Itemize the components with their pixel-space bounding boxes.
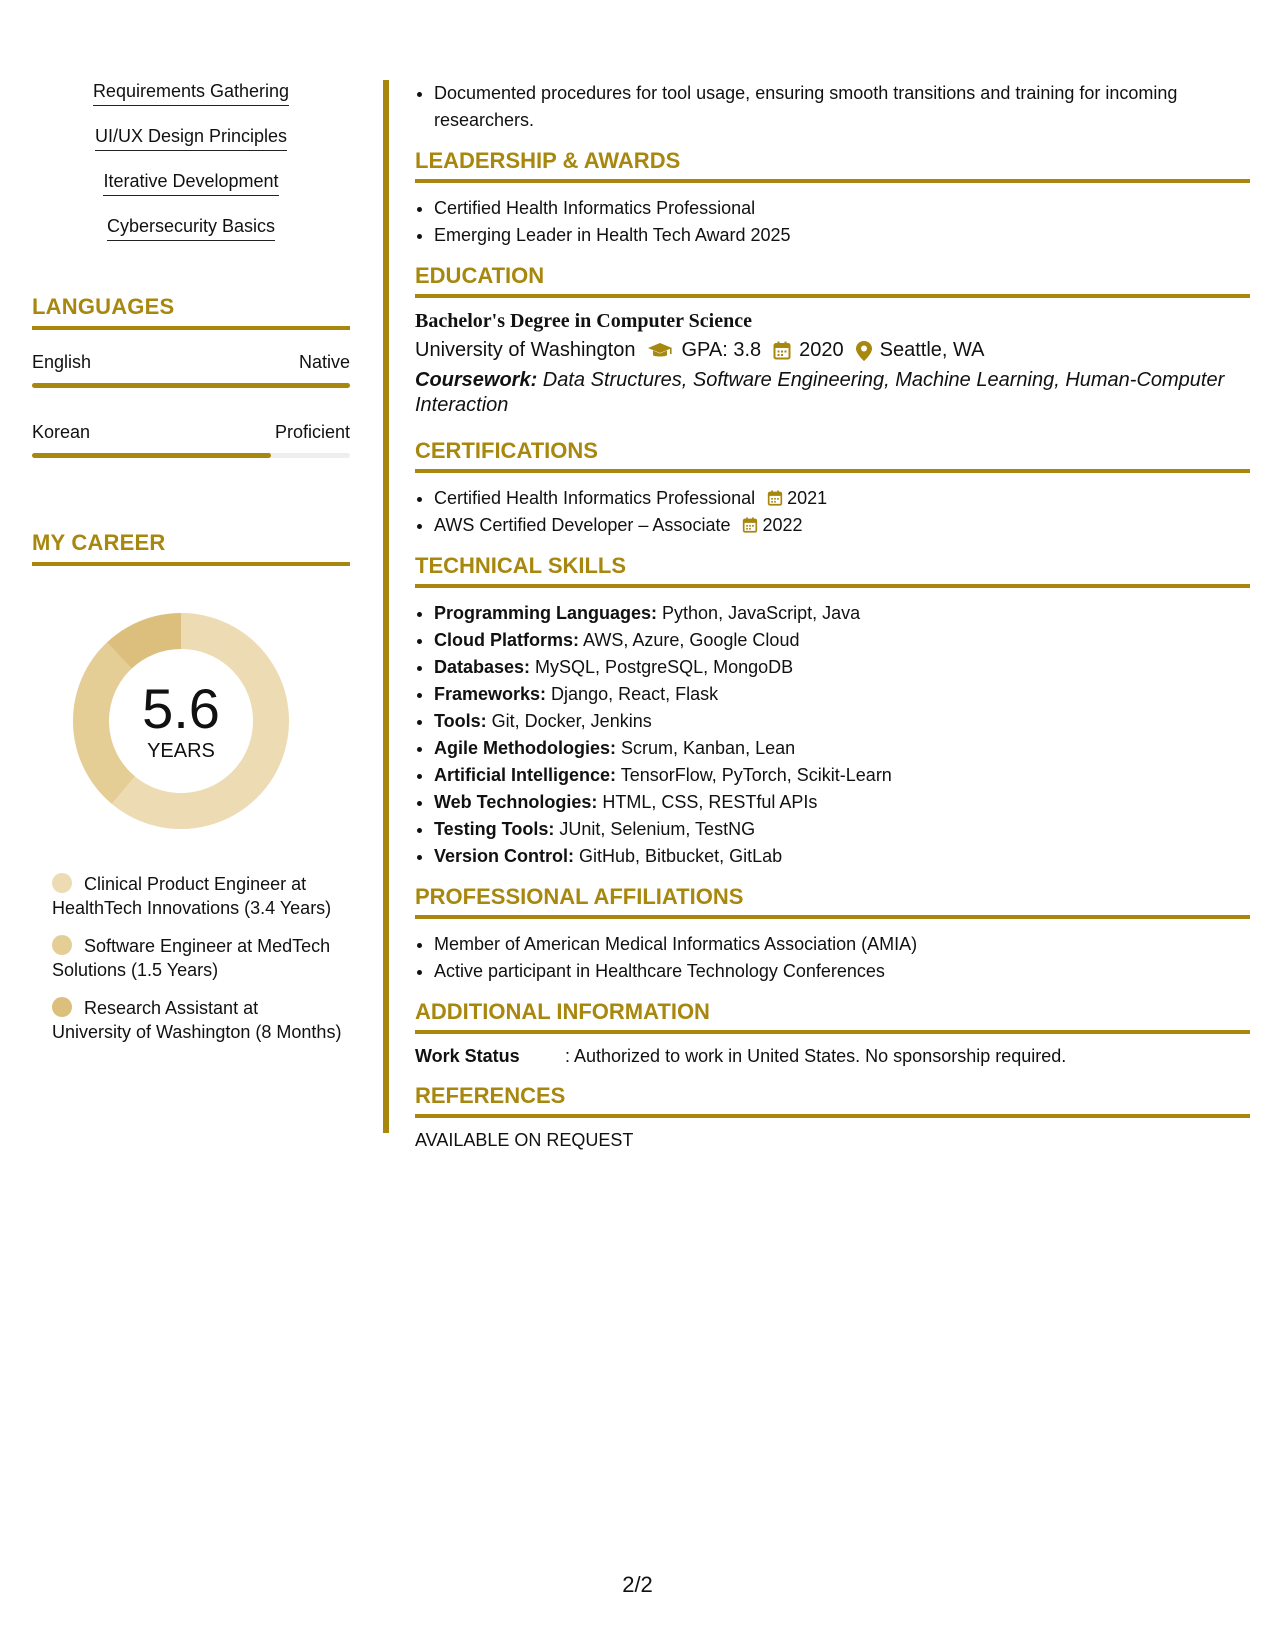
certifications-heading: CERTIFICATIONS [415,438,1250,473]
languages-section [32,294,350,458]
column-divider [383,80,389,1133]
work-status [415,1046,1250,1067]
legend-dot [52,997,72,1017]
skill-item[interactable]: Cybersecurity Basics [32,215,350,242]
list-item: • Member of American Medical Informatics Association (AMIA) [434,931,1250,958]
language-row [32,422,350,443]
degree-title: Bachelor's Degree in Computer Science [415,310,752,332]
leadership-section [415,148,1250,249]
affiliations-section [415,884,1250,985]
gpa: GPA: 3.8 [681,339,762,361]
education-section [415,263,1250,418]
education-heading: EDUCATION [415,263,1250,298]
language-level: Proficient [274,422,350,442]
skill-item[interactable]: Iterative Development [32,170,350,197]
list-item: • Version Control: GitHub, Bitbucket, GitLab [434,843,1250,870]
list-item: • Emerging Leader in Health Tech Award 2025 [434,222,1250,249]
language-row [32,352,350,373]
career-total: 5.6 [142,676,220,740]
technical-skills-heading: TECHNICAL SKILLS [415,553,1250,588]
list-item: • Testing Tools: JUnit, Selenium, TestNG [434,816,1250,843]
additional-info-section [415,999,1250,1067]
experience-bullets [415,80,1250,134]
career-legend [52,872,342,1044]
list-item: • AWS Certified Developer – Associate 2022 [434,512,1250,539]
language-bar-fill [32,453,271,458]
right-column [415,80,1250,1151]
list-item: • Databases: MySQL, PostgreSQL, MongoDB [434,654,1250,681]
language-bar [32,453,350,458]
graduation-cap-icon [647,342,673,360]
career-unit: YEARS [147,739,215,762]
technical-skills-section [415,553,1250,870]
languages-heading: LANGUAGES [32,294,350,330]
list-item: • Artificial Intelligence: TensorFlow, PyTorch, Scikit-Learn [434,762,1250,789]
certifications-section [415,438,1250,539]
school-location: Seattle, WA [879,339,985,361]
affiliations-heading: PROFESSIONAL AFFILIATIONS [415,884,1250,919]
page-number: 2/2 [622,1572,653,1597]
references-text: AVAILABLE ON REQUEST [415,1130,634,1150]
calendar-icon [773,341,791,360]
list-item: • Frameworks: Django, React, Flask [434,681,1250,708]
left-column [32,80,350,1058]
list-item: • Programming Languages: Python, JavaScript, Java [434,600,1250,627]
legend-dot [52,935,72,955]
career-heading: MY CAREER [32,530,350,566]
references-heading: REFERENCES [415,1083,1250,1118]
career-section [32,530,350,1044]
legend-dot [52,873,72,893]
skill-item[interactable]: Requirements Gathering [32,80,350,107]
coursework: Coursework: Data Structures, Software Engineering, Machine Learning, Human-Computer Interaction [415,369,1225,416]
skill-item[interactable]: UI/UX Design Principles [32,125,350,152]
language-name: English [32,352,92,372]
list-item: • Cloud Platforms: AWS, Azure, Google Cloud [434,627,1250,654]
references-section [415,1083,1250,1151]
list-item: • Tools: Git, Docker, Jenkins [434,708,1250,735]
list-item: • Agile Methodologies: Scrum, Kanban, Lean [434,735,1250,762]
career-legend-item: Clinical Product Engineer at HealthTech Innovations (3.4 Years) [52,874,332,918]
school-name: University of Washington [415,339,636,361]
list-item: • Certified Health Informatics Professional [434,195,1250,222]
language-bar [32,383,350,388]
education-details [415,339,1250,362]
language-bar-fill [32,383,350,388]
list-item: • Web Technologies: HTML, CSS, RESTful APIs [434,789,1250,816]
calendar-icon [767,490,783,506]
calendar-icon [742,517,758,533]
work-status-value: : Authorized to work in United States. No sponsorship required. [565,1046,1067,1066]
skills-list [32,80,350,242]
list-item: • Documented procedures for tool usage, ensuring smooth transitions and training for incoming researchers. [434,80,1250,134]
graduation-year: 2020 [799,339,844,361]
career-donut [66,606,296,836]
leadership-heading: LEADERSHIP & AWARDS [415,148,1250,183]
career-legend-item: Software Engineer at MedTech Solutions (1.5 Years) [52,936,331,980]
location-pin-icon [856,341,872,361]
language-name: Korean [32,422,91,442]
list-item: • Certified Health Informatics Professional 2021 [434,485,1250,512]
language-level: Native [298,352,350,372]
list-item: • Active participant in Healthcare Technology Conferences [434,958,1250,985]
work-status-label: Work Status [415,1046,520,1066]
career-legend-item: Research Assistant at University of Washington (8 Months) [52,998,342,1042]
additional-info-heading: ADDITIONAL INFORMATION [415,999,1250,1034]
